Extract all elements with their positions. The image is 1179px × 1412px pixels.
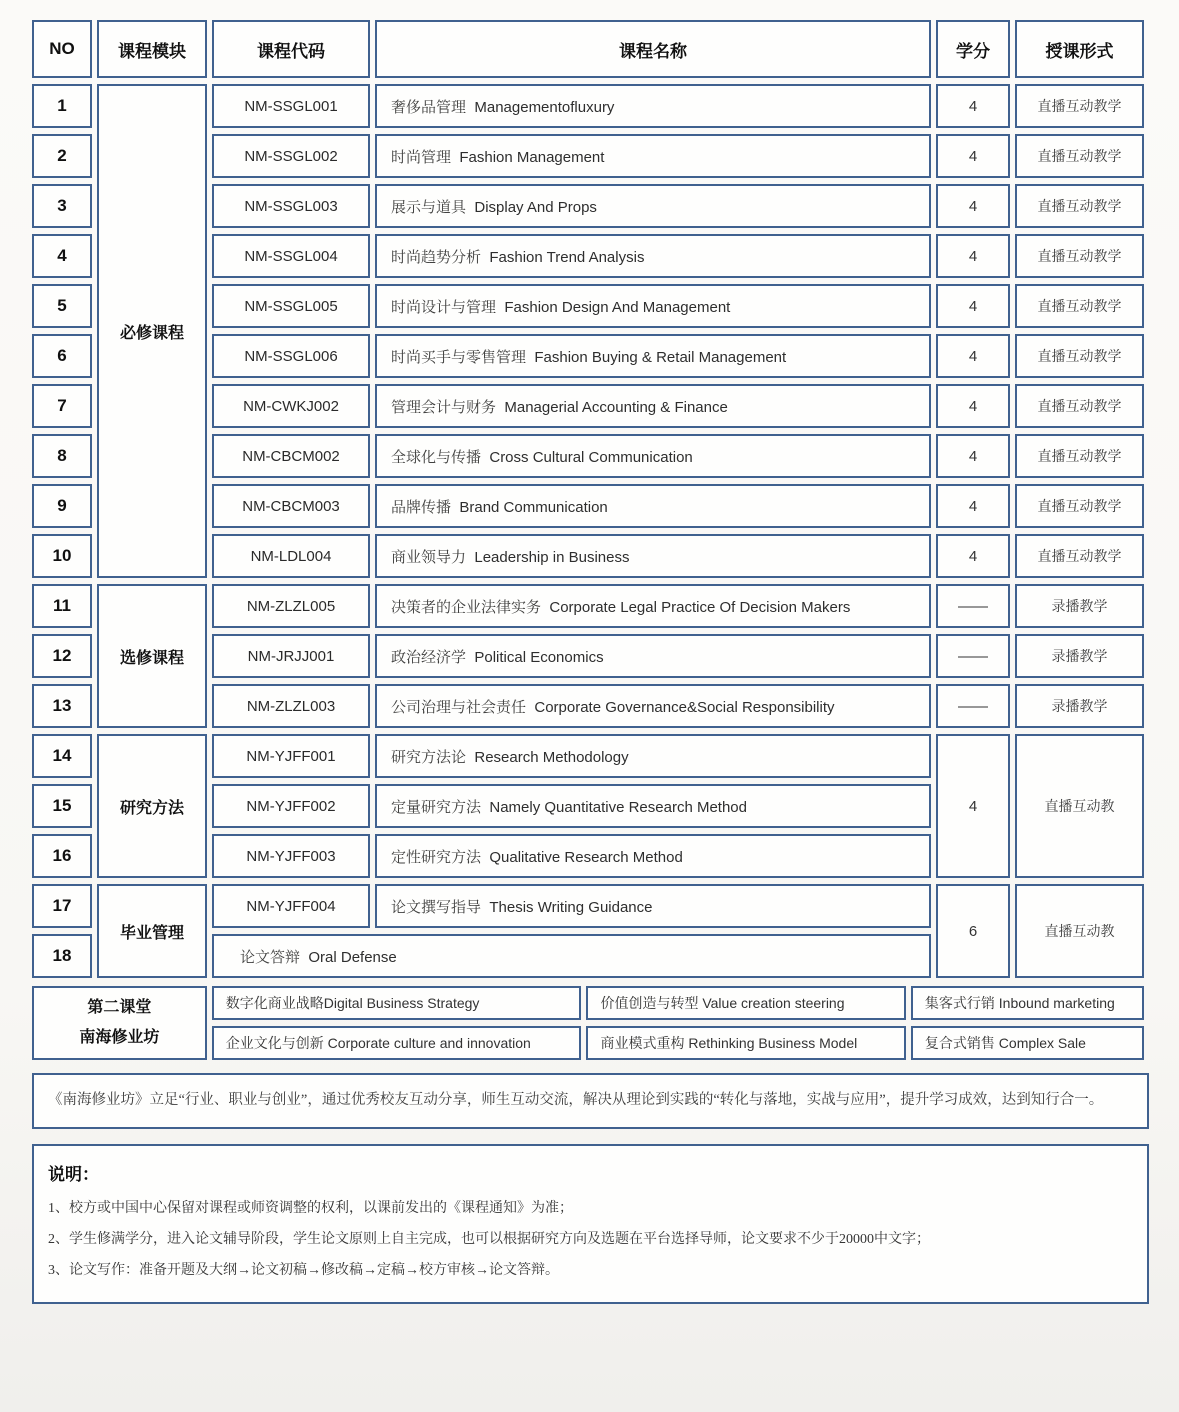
course-name-cn: 决策者的企业法律实务	[391, 599, 542, 616]
credits-cell: 4	[936, 384, 1010, 428]
notes-title: 说明：	[48, 1165, 99, 1184]
credits-cell: 4	[936, 84, 1010, 128]
course-name-cn: 定性研究方法	[391, 849, 482, 866]
course-code-cell: NM-SSGL005	[212, 284, 370, 328]
workshop-note-text: 《南海修业坊》立足“行业、职业与创业”，通过优秀校友互动分享，师生互动交流，解决从理论到实践的“转化与落地，实战与应用”，提升学习成效，达到知行合一。	[48, 1092, 1104, 1108]
course-name-cell	[375, 834, 931, 878]
header-format: 授课形式	[1015, 20, 1144, 78]
header-code: 课程代码	[212, 20, 370, 78]
row-number: 2	[32, 134, 92, 178]
course-code-cell: NM-JRJJ001	[212, 634, 370, 678]
module-cell: 毕业管理	[97, 884, 207, 978]
second-classroom-course: 企业文化与创新 Corporate culture and innovation	[212, 1026, 582, 1060]
course-code-cell: NM-LDL004	[212, 534, 370, 578]
notes-items	[48, 1193, 1129, 1286]
course-code-cell: NM-CWKJ002	[212, 384, 370, 428]
course-name-en: Political Economics	[474, 648, 604, 666]
module-cell: 研究方法	[97, 734, 207, 878]
course-code-cell: NM-SSGL004	[212, 234, 370, 278]
format-cell: 直播互动教学	[1015, 484, 1144, 528]
course-name-cell	[375, 534, 931, 578]
course-name-en: Qualitative Research Method	[489, 848, 683, 866]
course-name-cell	[375, 334, 931, 378]
row-number: 10	[32, 534, 92, 578]
course-name-cn: 商业领导力	[391, 549, 467, 566]
credits-cell: 4	[936, 334, 1010, 378]
header-credits: 学分	[936, 20, 1010, 78]
course-row	[32, 734, 1144, 778]
second-classroom-label-line: 第二课堂	[87, 998, 152, 1016]
course-name-cn: 论文答辩	[240, 949, 301, 966]
note-item: 3、论文写作：准备开题及大纲→论文初稿→修改稿→定稿→校方审核→论文答辩。	[48, 1263, 559, 1278]
course-name-cell	[375, 634, 931, 678]
course-name-en: Thesis Writing Guidance	[489, 898, 653, 916]
row-number: 13	[32, 684, 92, 728]
course-name-en: Research Methodology	[474, 748, 629, 766]
course-name-cn: 全球化与传播	[391, 449, 482, 466]
course-code-cell: NM-CBCM003	[212, 484, 370, 528]
credits-cell: ——	[936, 584, 1010, 628]
row-number: 14	[32, 734, 92, 778]
course-name-cell	[375, 884, 931, 928]
credits-cell: 4	[936, 434, 1010, 478]
course-code-cell: NM-SSGL002	[212, 134, 370, 178]
format-cell: 直播互动教学	[1015, 184, 1144, 228]
course-name-en: Fashion Management	[459, 148, 605, 166]
course-code-cell: NM-ZLZL003	[212, 684, 370, 728]
notes-box	[32, 1144, 1149, 1304]
row-number: 15	[32, 784, 92, 828]
format-cell: 录播教学	[1015, 684, 1144, 728]
course-name-cn: 时尚买手与零售管理	[391, 349, 527, 366]
credits-cell: 4	[936, 184, 1010, 228]
credits-cell: 4	[936, 734, 1010, 878]
course-name-cn: 定量研究方法	[391, 799, 482, 816]
row-number: 7	[32, 384, 92, 428]
course-name-cell	[375, 734, 931, 778]
course-name-cn: 奢侈品管理	[391, 99, 467, 116]
row-number: 16	[32, 834, 92, 878]
header-name: 课程名称	[375, 20, 931, 78]
credits-cell: ——	[936, 684, 1010, 728]
course-name-cn: 展示与道具	[391, 199, 467, 216]
course-name-cell	[375, 784, 931, 828]
course-name-cn: 公司治理与社会责任	[391, 699, 527, 716]
format-cell: 直播互动教学	[1015, 384, 1144, 428]
credits-cell: 4	[936, 234, 1010, 278]
course-code-cell: NM-YJFF003	[212, 834, 370, 878]
course-name-cell	[375, 234, 931, 278]
second-classroom-course: 数字化商业战略Digital Business Strategy	[212, 986, 582, 1020]
course-row	[32, 84, 1144, 128]
course-name-cn: 研究方法论	[391, 749, 467, 766]
credits-cell: 4	[936, 284, 1010, 328]
second-classroom-label-line: 南海修业坊	[79, 1029, 160, 1046]
course-code-cell: NM-YJFF004	[212, 884, 370, 928]
row-number: 5	[32, 284, 92, 328]
course-name-cell	[375, 134, 931, 178]
format-cell: 直播互动教学	[1015, 534, 1144, 578]
credits-cell: 4	[936, 134, 1010, 178]
second-classroom-course: 价值创造与转型 Value creation steering	[586, 986, 905, 1020]
credits-cell: 6	[936, 884, 1010, 978]
workshop-note-box	[32, 1073, 1149, 1129]
course-code-cell: NM-SSGL003	[212, 184, 370, 228]
course-name-en: Leadership in Business	[474, 548, 630, 566]
course-name-cell	[375, 434, 931, 478]
module-cell: 必修课程	[97, 84, 207, 578]
credits-cell: ——	[936, 634, 1010, 678]
row-number: 4	[32, 234, 92, 278]
format-cell: 直播互动教学	[1015, 284, 1144, 328]
format-cell: 直播互动教学	[1015, 334, 1144, 378]
second-classroom-label	[32, 986, 207, 1060]
row-number: 18	[32, 934, 92, 978]
course-name-en: Cross Cultural Communication	[489, 448, 693, 466]
course-name-en: Namely Quantitative Research Method	[489, 798, 747, 816]
row-number: 1	[32, 84, 92, 128]
header-row	[32, 20, 1144, 78]
second-classroom-course: 集客式行销 Inbound marketing	[911, 986, 1144, 1020]
course-name-cell	[375, 284, 931, 328]
course-name-en: Fashion Buying & Retail Management	[534, 348, 787, 366]
format-cell: 直播互动教学	[1015, 84, 1144, 128]
course-code-cell: NM-ZLZL005	[212, 584, 370, 628]
row-number: 17	[32, 884, 92, 928]
course-row	[32, 584, 1144, 628]
format-cell: 直播互动教学	[1015, 134, 1144, 178]
course-name-en: Corporate Legal Practice Of Decision Makers	[549, 598, 851, 616]
format-cell: 直播互动教	[1015, 884, 1144, 978]
format-cell: 录播教学	[1015, 634, 1144, 678]
course-row	[32, 884, 1144, 928]
course-code-cell: NM-SSGL006	[212, 334, 370, 378]
course-name-cell	[375, 184, 931, 228]
format-cell: 直播互动教学	[1015, 234, 1144, 278]
credits-cell: 4	[936, 534, 1010, 578]
second-classroom-table	[27, 980, 1149, 1066]
course-name-en: Corporate Governance&Social Responsibility	[534, 698, 835, 716]
credits-cell: 4	[936, 484, 1010, 528]
course-name-cn: 政治经济学	[391, 649, 467, 666]
course-name-cn: 时尚管理	[391, 149, 452, 166]
course-name-cn: 论文撰写指导	[391, 899, 482, 916]
header-no: NO	[32, 20, 92, 78]
course-name-cell	[375, 684, 931, 728]
row-number: 11	[32, 584, 92, 628]
course-name-cn: 时尚设计与管理	[391, 299, 497, 316]
format-cell: 直播互动教学	[1015, 434, 1144, 478]
format-cell: 录播教学	[1015, 584, 1144, 628]
course-name-cell	[212, 934, 931, 978]
course-name-en: Managerial Accounting & Finance	[504, 398, 728, 416]
course-name-en: Fashion Design And Management	[504, 298, 731, 316]
course-name-cell	[375, 384, 931, 428]
course-name-en: Managementofluxury	[474, 98, 615, 116]
row-number: 6	[32, 334, 92, 378]
row-number: 8	[32, 434, 92, 478]
course-name-cell	[375, 84, 931, 128]
module-cell: 选修课程	[97, 584, 207, 728]
format-cell: 直播互动教	[1015, 734, 1144, 878]
course-name-cn: 品牌传播	[391, 499, 452, 516]
course-name-en: Oral Defense	[308, 948, 397, 966]
course-name-cell	[375, 584, 931, 628]
course-code-cell: NM-SSGL001	[212, 84, 370, 128]
note-item: 1、校方或中国中心保留对课程或师资调整的权利，以课前发出的《课程通知》为准；	[48, 1201, 573, 1216]
row-number: 9	[32, 484, 92, 528]
curriculum-table	[27, 14, 1149, 984]
course-name-cn: 管理会计与财务	[391, 399, 497, 416]
course-name-en: Brand Communication	[459, 498, 608, 516]
header-module: 课程模块	[97, 20, 207, 78]
row-number: 12	[32, 634, 92, 678]
note-item: 2、学生修满学分，进入论文辅导阶段，学生论文原则上自主完成，也可以根据研究方向及选题在平台选择导师，论文要求不少于20000中文字；	[48, 1232, 930, 1247]
course-name-en: Fashion Trend Analysis	[489, 248, 645, 266]
second-classroom-course: 复合式销售 Complex Sale	[911, 1026, 1144, 1060]
course-code-cell: NM-YJFF002	[212, 784, 370, 828]
course-name-en: Display And Props	[474, 198, 597, 216]
course-code-cell: NM-CBCM002	[212, 434, 370, 478]
course-code-cell: NM-YJFF001	[212, 734, 370, 778]
second-classroom-course: 商业模式重构 Rethinking Business Model	[586, 1026, 905, 1060]
course-name-cell	[375, 484, 931, 528]
course-name-cn: 时尚趋势分析	[391, 249, 482, 266]
row-number: 3	[32, 184, 92, 228]
second-classroom-row	[32, 986, 1144, 1020]
